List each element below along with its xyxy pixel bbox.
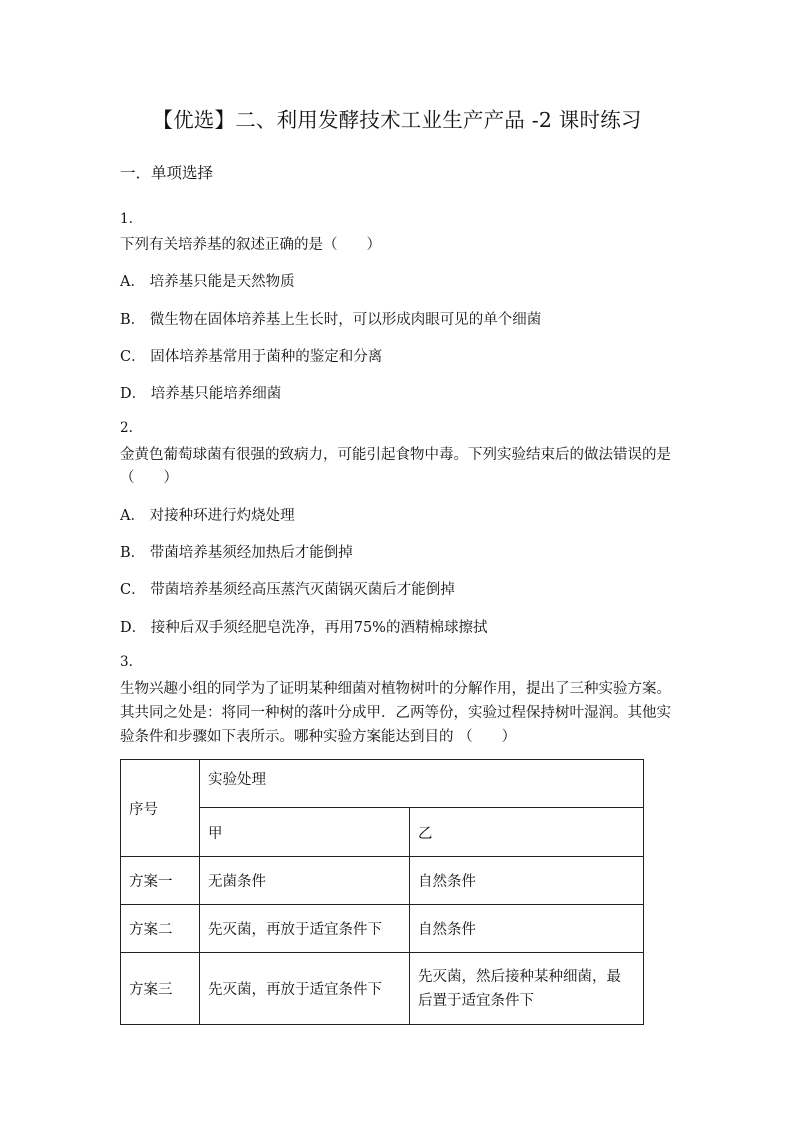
cell-jia: 先灭菌，再放于适宜条件下 (200, 953, 410, 1025)
question-1-option-b: B． 微生物在固体培养基上生长时，可以形成肉眼可见的单个细菌 (120, 312, 542, 328)
header-sequence: 序号 (121, 760, 200, 857)
table-row (121, 857, 644, 905)
table-subheader-row (121, 808, 644, 857)
row-label: 方案二 (121, 905, 200, 953)
section-heading: 一．单项选择 (120, 164, 214, 182)
question-3-stem-line-1: 生物兴趣小组的同学为了证明某种细菌对植物树叶的分解作用，提出了三种实验方案。 (120, 681, 671, 697)
question-1-option-a: A． 培养基只能是天然物质 (120, 274, 295, 290)
row-label: 方案一 (121, 857, 200, 905)
table-row (121, 905, 644, 953)
question-2-option-c: C． 带菌培养基须经高压蒸汽灭菌锅灭菌后才能倒掉 (120, 582, 455, 598)
page-title: 【优选】二、利用发酵技术工业生产产品 -2 课时练习 (152, 108, 642, 132)
question-1-option-d: D． 培养基只能培养细菌 (120, 386, 282, 402)
question-3-number: 3. (120, 654, 133, 670)
header-yi: 乙 (410, 808, 644, 857)
question-2-option-b: B． 带菌培养基须经加热后才能倒掉 (120, 545, 353, 561)
question-3-stem-line-3: 验条件和步骤如下表所示。哪种实验方案能达到目的 （ ） (120, 729, 517, 745)
question-2-option-a: A． 对接种环进行灼烧处理 (120, 508, 295, 524)
question-2-stem-line-1: 金黄色葡萄球菌有很强的致病力，可能引起食物中毒。下列实验结束后的做法错误的是 (120, 447, 671, 463)
header-treatment: 实验处理 (200, 760, 644, 808)
header-jia: 甲 (200, 808, 410, 857)
question-3-stem-line-2: 其共同之处是：将同一种树的落叶分成甲．乙两等份，实验过程保持树叶湿润。其他实 (120, 705, 671, 721)
cell-jia: 先灭菌，再放于适宜条件下 (200, 905, 410, 953)
cell-yi: 先灭菌，然后接种某种细菌，最后置于适宜条件下 (410, 953, 644, 1025)
cell-jia: 无菌条件 (200, 857, 410, 905)
question-2-number: 2. (120, 420, 133, 436)
row-label: 方案三 (121, 953, 200, 1025)
cell-yi: 自然条件 (410, 857, 644, 905)
question-1-number: 1. (120, 211, 133, 227)
question-2-stem-line-2: （ ） (120, 470, 178, 486)
question-2-option-d: D． 接种后双手须经肥皂洗净，再用75%的酒精棉球擦拭 (120, 620, 488, 636)
cell-yi: 自然条件 (410, 905, 644, 953)
table-header-row (121, 760, 644, 808)
question-1-stem: 下列有关培养基的叙述正确的是（ ） (120, 237, 381, 253)
table-row (121, 953, 644, 1025)
question-1-option-c: C． 固体培养基常用于菌种的鉴定和分离 (120, 349, 383, 365)
experiment-table (120, 759, 644, 1025)
